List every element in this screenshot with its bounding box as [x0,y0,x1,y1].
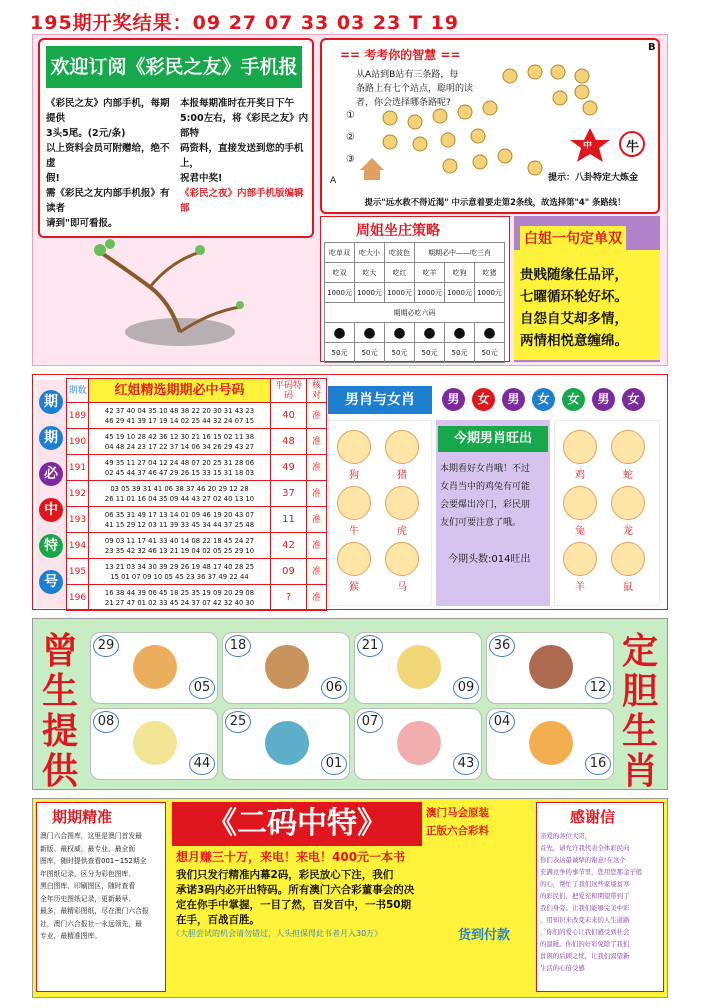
footer-text-line: 新版、最权威、最专业、最全面 [40,844,136,853]
zodiac-item [556,538,604,594]
numbers-line: 26 11 01 16 04 35 09 44 43 27 02 40 13 10 [104,494,255,503]
gender-left-list [330,426,430,594]
numbers-line: 03 05 39 31 41 06 38 37 46 20 29 12 28 [110,484,249,493]
side-char: 号 [39,570,63,594]
zodiac-card [222,632,350,704]
left-vertical-text [38,632,82,792]
issue-cell: 194 [67,533,89,559]
footer-text-line: 定在你手中掌握，一目了然，百发百中，一书50期 [176,899,412,911]
card-number-top: 07 [357,711,383,733]
footer-right-text [540,830,662,974]
zodiac-label: 羊 [575,582,585,593]
numbers-cell [89,559,271,585]
promo-right-text [180,96,310,216]
card-number-top: 04 [489,711,515,733]
promo-right-line: 5:00左右，将《彩民之友》内部特 [180,113,309,139]
hit-cell: 准 [307,559,327,585]
footer-text-line: ，你们的爱心让我们感受到社会 [540,928,630,936]
pm-cell: 11 [271,507,307,533]
numbers-cell [89,585,271,611]
gender-tag: 男 [442,388,465,411]
card-number-bottom: 05 [189,677,215,699]
zodiac-item [378,538,426,594]
side-char: 期 [39,390,63,414]
numtable-title: 红姐精选期期必中号码 [89,379,271,403]
header-title: 195期开奖结果：09 27 07 33 03 23 T 19 [30,12,460,34]
strategy-cell: 50元 [355,343,385,363]
gender-tag: 女 [622,388,645,411]
zodiac-icon [337,486,371,520]
footer-text-line: 首先，请允许我代表全体彩民向 [540,844,630,852]
tree-illustration [40,232,310,362]
puzzle-footer: 提示"远水救不得近渴" 中示意着要走第2条线，故选择第"4" 条路线！ [364,197,626,207]
numbers-line: 09 03 11 17 41 33 40 14 08 22 18 45 24 27 [104,536,255,545]
footer-text-line: 年图纸记录，区分为彩色图库、 [40,869,136,878]
strategy-cell: 50元 [475,343,505,363]
promo-right-line: 码资料，直接发送到您的手机上， [180,143,304,169]
vert-char: 胆 [621,671,658,712]
side-char: 特 [39,534,63,558]
hit-cell: 准 [307,507,327,533]
numbers-line: 42 37 40 04 35 10 48 38 22 20 30 31 43 23 [104,406,255,415]
head-num: 今期头数:014旺出 [448,554,531,565]
numbers-cell [89,507,271,533]
puzzle-b-label: B [648,42,656,53]
numbers-line: 06 35 31 49 17 13 14 01 09 46 19 20 43 07 [104,510,255,519]
footer-left-title: 期期精准 [52,808,113,826]
card-animal-icon [265,645,309,689]
zodiac-item [378,426,426,482]
numbers-cell [89,455,271,481]
numbers-line: 45 19 10 28 42 36 12 30 21 16 15 02 11 38 [104,432,255,441]
strategy-cell: 50元 [325,343,355,363]
zodiac-icon [337,542,371,576]
strategy-dot: ● [445,323,475,343]
zodiac-card [90,632,218,704]
side-char: 中 [39,498,63,522]
issue-cell: 192 [67,481,89,507]
card-number-bottom: 09 [453,677,479,699]
card-number-top: 29 [93,635,119,657]
footer-text-line: 贫困的后顾之忧，让我们渴望新 [540,952,630,960]
zodiac-label: 鸡 [575,470,585,481]
footer-side-line: 正版六合彩料 [426,825,489,837]
strategy-cell: 1000元 [385,283,415,303]
zodiac-label: 龙 [623,526,633,537]
strategy-dot: ● [475,323,505,343]
numbers-cell [89,429,271,455]
zodiac-label: 蛇 [623,470,633,481]
vert-char: 定 [621,631,658,672]
strategy-dot: ● [325,323,355,343]
footer-side-line: 澳门马会原装 [426,807,489,819]
pm-cell: 48 [271,429,307,455]
zodiac-label: 狗 [349,470,359,481]
route-3: ③ [346,154,355,165]
puzzle-answer-zodiac: 牛 [626,140,640,155]
promo-left-line: 请到"即可看报。 [46,218,118,229]
zodiac-icon [611,486,645,520]
zodiac-card [486,632,614,704]
today-title: 今期男肖旺出 [438,426,548,452]
numbers-line: 04 48 24 23 17 22 37 14 06 34 26 29 43 27 [104,442,255,451]
card-number-bottom: 43 [453,753,479,775]
strategy-cell: 吃双 [325,263,355,283]
card-number-top: 25 [225,711,251,733]
zodiac-label: 牛 [349,526,359,537]
card-number-top: 21 [357,635,383,657]
footer-body [176,868,532,928]
hit-cell: 准 [307,403,327,429]
strategy-cell: 50元 [385,343,415,363]
footer-note: 《大胆尝试的机会请勿错过，人头担保得此书者月入30万》 [172,929,383,938]
phrase-line: 两情相悦意缠绵。 [520,333,628,349]
zodiac-card [222,708,350,780]
strategy-cell: 吃猪 [475,263,505,283]
strategy-title: 周姐坐庄策略 [356,223,440,239]
footer-center-side [426,804,489,840]
promo-right-line: 本报每期准时在开奖日下午 [180,98,295,109]
strategy-cell: 吃红 [385,263,415,283]
zodiac-item [604,426,652,482]
strategy-cell: 1000元 [445,283,475,303]
zodiac-item [604,482,652,538]
table-row [67,429,327,455]
promo-left-line: 以上资料会员可附赠给，绝不虚 [46,143,170,169]
card-number-top: 36 [489,635,515,657]
side-char: 期 [39,426,63,450]
puzzle-text-line: 条路上有七个站点，聪明的读 [356,84,474,94]
footer-text-line: 充满竞争的事节里，您用您那金子般 [540,868,643,876]
promo-right-line: 部 [180,203,190,214]
card-animal-icon [397,721,441,765]
footer-text-line: 我们身旁。让我们能够完美中彩 [540,904,630,912]
issue-cell: 195 [67,559,89,585]
phrase-title: 白姐一句定单双 [520,226,626,250]
strategy-cell: 期期必中——吃三肖 [415,243,505,263]
pm-cell: ? [271,585,307,611]
card-number-bottom: 16 [585,753,611,775]
card-number-top: 08 [93,711,119,733]
today-text-line: 本期看好女肖哦！不过 [440,464,531,474]
strategy-table [324,242,505,363]
numbers-cell [89,403,271,429]
strategy-cell: 1000元 [475,283,505,303]
zodiac-icon [385,430,419,464]
vert-char: 生 [41,671,78,712]
number-table [66,378,327,611]
zodiac-label: 猪 [397,470,407,481]
footer-text-line: 的心，帮忙了我们这些家境贫寒 [540,880,630,888]
table-row [67,481,327,507]
vert-char: 生 [621,711,658,752]
issue-cell: 190 [67,429,89,455]
issue-cell: 193 [67,507,89,533]
promo-left-line: 假! [46,173,60,184]
numbers-cell [89,533,271,559]
table-row [67,403,327,429]
strategy-cell: 吃大小 [355,243,385,263]
zodiac-label: 虎 [397,526,407,537]
zodiac-card [486,708,614,780]
pm-cell: 40 [271,403,307,429]
gender-tag: 女 [472,388,495,411]
card-animal-icon [397,645,441,689]
footer-text-line: 专业，最精准图库。 [40,932,102,940]
zodiac-icon [563,542,597,576]
footer-text-line: 的彩民们，把爱充和期望带到了 [540,892,630,900]
zodiac-label: 马 [397,582,407,593]
numbers-line: 41 15 29 12 03 11 39 33 45 34 44 37 25 48 [104,520,255,529]
numbers-line: 23 35 42 32 46 13 21 19 04 02 05 25 29 10 [104,546,255,555]
phrase-lines [520,264,628,352]
card-animal-icon [133,721,177,765]
zodiac-item [378,482,426,538]
zodiac-item [330,426,378,482]
col-pm: 平码特码 [271,379,307,403]
hit-cell: 准 [307,585,327,611]
strategy-dot: ● [385,323,415,343]
hit-cell: 准 [307,455,327,481]
issue-cell: 189 [67,403,89,429]
puzzle-tip: 提示：八卦特定大炼金 [548,173,639,183]
puzzle-center: 中 [583,141,593,151]
side-char: 必 [39,462,63,486]
gender-tag: 女 [532,388,555,411]
gender-title: 男肖与女肖 [328,386,432,414]
gender-right-list [556,426,658,594]
gender-tags [442,388,652,411]
footer-text-line: 你们表达最诚挚的谢意!在这个 [540,856,626,864]
table-row [67,559,327,585]
strategy-cell: 吃波色 [385,243,415,263]
promo-title: 欢迎订阅《彩民之友》手机报 [46,46,302,88]
strategy-cell: 吃单双 [325,243,355,263]
strategy-cell: 吃大 [355,263,385,283]
zodiac-card [90,708,218,780]
numbers-line: 13 21 03 34 30 39 29 26 19 48 17 40 28 25 [104,562,255,571]
footer-right-title: 感谢信 [570,808,616,826]
table-row [67,455,327,481]
footer-text-line: 的温暖。你们的好彩免除了我们 [540,940,630,948]
today-text-line: 会要爆出冷门，彩民朋 [440,500,531,510]
footer-slogan: 想月赚三十万，来电！来电！400元一本书 [176,850,406,864]
hit-cell: 准 [307,481,327,507]
strategy-cell: 1000元 [325,283,355,303]
promo-right-line: 《彩民之夜》内部手机版编辑 [180,188,304,199]
zodiac-icon [563,486,597,520]
card-animal-icon [529,721,573,765]
zodiac-item [330,538,378,594]
vert-char: 提 [41,711,78,752]
card-animal-icon [529,645,573,689]
card-number-top: 18 [225,635,251,657]
pm-cell: 09 [271,559,307,585]
footer-center-title: 《二码中特》 [172,802,422,846]
phrase-line: 七曜循环轮好坏。 [520,289,628,305]
zodiac-label: 兔 [575,526,585,537]
numbers-line: 16 38 44 39 06 45 18 25 35 19 09 20 29 08 [104,588,255,597]
issue-cell: 191 [67,455,89,481]
vert-char: 供 [41,751,78,792]
card-number-bottom: 01 [321,753,347,775]
promo-left-line: 3头5尾。(2元/条) [46,128,126,139]
footer-pay: 货到付款 [458,928,511,943]
zodiac-item [604,538,652,594]
zodiac-label: 猴 [349,582,359,593]
card-animal-icon [265,721,309,765]
today-text-line: 友们可要注意了哦。 [440,518,522,528]
gender-tag: 女 [562,388,585,411]
strategy-cell: 1000元 [415,283,445,303]
puzzle-animals [360,58,650,184]
footer-text-line: 图库，随时提供查看001~152期全 [40,857,147,865]
zodiac-item [330,482,378,538]
gender-tag: 男 [502,388,525,411]
footer-text-line: 澳门六合图库，这里是澳门首发最 [40,832,142,840]
col-issue: 期数 [67,379,89,403]
gender-tag: 男 [592,388,615,411]
phrase-line: 自怨自艾却多情， [520,311,628,327]
pm-cell: 37 [271,481,307,507]
zodiac-icon [337,430,371,464]
zodiac-icon [385,486,419,520]
pm-cell: 42 [271,533,307,559]
strategy-cell: 吃狗 [445,263,475,283]
footer-text-line: 社，澳门六合报社一永远领先，最 [40,919,142,928]
footer-left-text [40,830,164,943]
footer-text-line: 亲爱的各位大哥， [540,832,592,840]
zodiac-icon [385,542,419,576]
footer-text-line: 黑白图库、印刷图区，随时查看 [40,882,136,890]
zodiac-icon [563,430,597,464]
vert-char: 曾 [41,631,78,672]
hit-cell: 准 [307,533,327,559]
today-text-line: 女肖当中的鸡兔有可能 [440,482,531,492]
card-animal-icon [133,645,177,689]
route-1: ① [346,110,355,121]
numbers-cell [89,481,271,507]
promo-left-text [46,96,178,231]
strategy-cell: 1000元 [355,283,385,303]
hit-cell: 准 [307,429,327,455]
zodiac-card [354,708,482,780]
zodiac-label: 鼠 [623,582,633,593]
table-row [67,507,327,533]
table-row [67,533,327,559]
zodiac-item [556,426,604,482]
puzzle-title: == 考考你的智慧 == [340,48,461,62]
footer-text-line: 我们只发行精准内幕2码，彩民放心下注，我们 [176,869,394,881]
zodiac-item [556,482,604,538]
promo-left-line: 需《彩民之友内部手机报》有读者 [46,188,170,214]
footer-text-line: 生活的心倍受感 [540,964,585,972]
footer-text-line: 承诺3码内必开出特码。所有澳门六合彩董事会的决 [176,884,415,896]
numbers-line: 02 45 44 37 46 47 29 26 15 33 15 31 18 03 [104,468,255,477]
promo-left-line: 《彩民之友》内部手机，每期提供 [46,98,170,124]
puzzle-text-line: 从A站到B站有三条路，每 [356,70,459,80]
strategy-cell: 50元 [415,343,445,363]
vert-char: 肖 [621,751,658,792]
numbers-line: 46 29 41 39 17 19 14 02 25 44 32 24 07 15 [104,416,255,425]
footer-text-line: ，用知识来改变未来的人生道路 [540,916,630,924]
strategy-cell: 吃羊 [415,263,445,283]
card-number-bottom: 44 [189,753,215,775]
right-vertical-text [618,632,662,792]
footer-text-line: 全年历史图纸记录，更新最早、 [40,894,136,903]
numbers-line: 15 01 07 09 10 05 45 23 36 37 49 22 44 [110,572,249,581]
issue-cell: 196 [67,585,89,611]
puzzle-a-label: A [330,176,337,186]
zodiac-card [354,632,482,704]
card-number-bottom: 12 [585,677,611,699]
numbers-line: 21 27 47 01 02 33 45 24 37 07 42 32 40 30 [104,598,255,607]
route-2: ② [346,132,355,143]
table-row [67,585,327,611]
zodiac-icon [611,542,645,576]
numbers-line: 49 35 11 27 04 12 24 48 07 20 25 31 28 06 [104,458,255,467]
strategy-cell: 50元 [445,343,475,363]
puzzle-text-line: 者，你会选择哪条路呢? [356,98,451,108]
phrase-line: 贵贱随缘任品评， [520,267,628,283]
strategy-dot: ● [355,323,385,343]
pm-cell: 49 [271,455,307,481]
promo-right-line: 祝君中奖! [180,173,223,184]
col-hit: 核对 [307,379,327,403]
zodiac-icon [611,430,645,464]
strategy-cell: 期期必吃六码 [325,303,505,323]
strategy-dot: ● [415,323,445,343]
today-text [440,460,530,532]
card-number-bottom: 06 [321,677,347,699]
footer-text-line: 最多，最精彩图纸，尽在澳门六合报 [40,907,149,915]
footer-text-line: 在手，百战百胜。 [176,914,260,926]
